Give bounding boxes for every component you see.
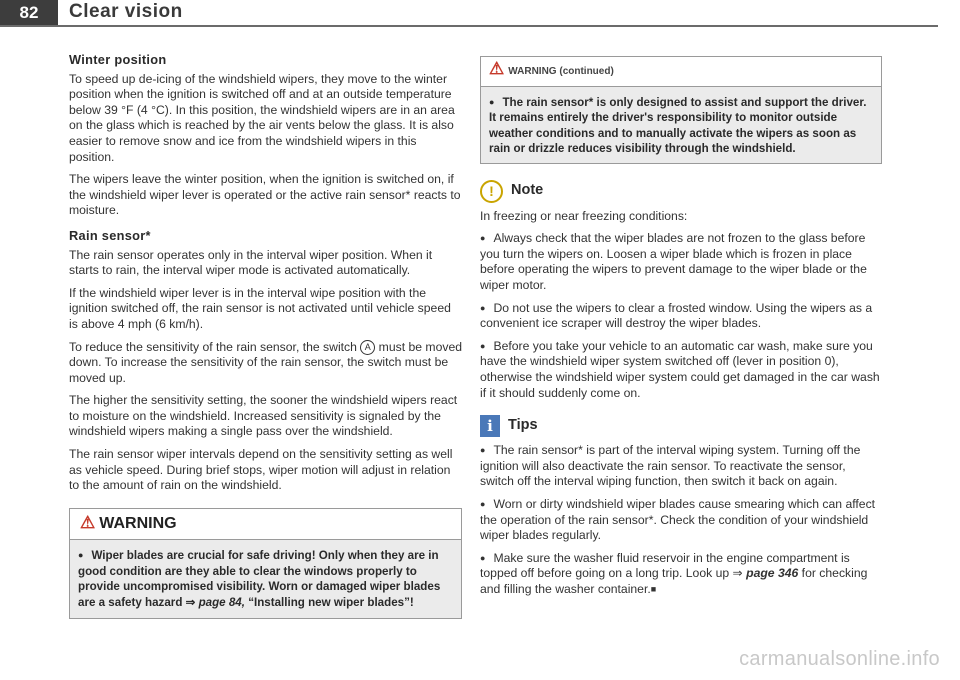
note-title: Note [511, 182, 544, 199]
left-column [69, 52, 462, 619]
note-intro: In freezing or near freezing conditions: [480, 208, 688, 223]
warning-box [69, 508, 462, 620]
tips-bullet-1 [480, 443, 882, 490]
switch-a-symbol: A [360, 340, 375, 355]
note-heading [480, 180, 882, 203]
rain-paragraph-5: The rain sensor wiper intervals depend on the sensitivity setting as well as vehicle speed. During brief stops, wiper motion will adjust in relation to the amount of rain on the windshield. [69, 447, 453, 493]
warning-body [70, 539, 461, 618]
rain-paragraph-3 [69, 340, 462, 387]
warning-triangle-icon: ⚠ [489, 59, 505, 78]
section-title: Clear vision [69, 1, 183, 22]
tips-bullet-3-text-b: for checking and filling the washer container. [480, 566, 868, 596]
watermark: carmanualsonline.info [739, 648, 940, 670]
warning-triangle-icon: ⚠ [80, 512, 96, 532]
info-icon: i [480, 415, 500, 437]
note-exclamation-icon: ! [480, 180, 503, 203]
winter-paragraph-1: To speed up de-icing of the windshield wipers, they move to the winter position when the ignition is switched off and at an outside temperature below 39 °F (4 °C). In this position, the windshield wipers are in an area on the glass which is reached by the air vents below the glass. It is also easier to remove snow and ice from the windshield wipers in this position. [69, 71, 455, 164]
note-bullet-1 [480, 231, 882, 293]
warning-header [70, 509, 461, 540]
note-bullet-2-text: Do not use the wipers to clear a frosted window. Using the wipers as a convenient ice scraper will destroy the wiper blades. [480, 300, 873, 331]
winter-position-heading: Winter position [69, 52, 167, 67]
rain-p3-part-a: To reduce the sensitivity of the rain sensor, the switch [69, 339, 361, 354]
rain-paragraph-4: The higher the sensitivity setting, the sooner the windshield wipers react to moisture on the windshield. Increased sensitivity is signaled by the windshield wipers making a single pass over the windshield. [69, 393, 458, 439]
warning-continued-header [481, 57, 881, 86]
warning-continued-body [481, 86, 881, 163]
note-bullet-1-text: Always check that the wiper blades are not frozen to the glass before you turn the wipers on. Loosen a wiper blade which is frozen in place before operating the wipers to prevent damage to the wiper blade or the wiper motor. [480, 231, 867, 292]
note-bullet-3 [480, 339, 882, 401]
tips-bullet-2 [480, 497, 882, 544]
tips-bullet-3 [480, 551, 882, 598]
warning-continued-text: The rain sensor* is only designed to assist and support the driver. It remains entirely the driver's responsibility to monitor outside weather conditions and to manually activate the wipers as soon as rain or drizzle reduces visibility through the windshield. [489, 95, 867, 156]
rain-paragraph-2: If the windshield wiper lever is in the interval wipe position with the ignition switched off, the rain sensor is not activated until vehicle speed is above 4 mph (6 km/h). [69, 285, 451, 331]
rain-p3-part-b: must be moved down. To increase the sensitivity of the rain sensor, the switch must be moved up. [69, 339, 463, 385]
warning-continued-bullet [489, 96, 502, 109]
tips-heading [480, 415, 882, 437]
tips-bullet-3-text-a: Make sure the washer fluid reservoir in the engine compartment is topped off before going on a long trip. Look up ⇒ [480, 550, 850, 581]
tips-title: Tips [508, 417, 538, 434]
tips-page-ref[interactable]: page 346 [746, 566, 799, 581]
warning-page-ref[interactable]: page 84, [198, 595, 245, 609]
warning-continued-box [480, 56, 882, 164]
right-column [480, 56, 882, 604]
page-number: 82 [0, 0, 58, 25]
end-mark: ■ [650, 583, 657, 594]
rain-sensor-heading: Rain sensor* [69, 227, 151, 243]
warning-ref-title: “Installing new wiper blades”! [244, 595, 414, 609]
tips-bullet-2-text: Worn or dirty windshield wiper blades cause smearing which can affect the operation of the rain sensor*. Check the condition of your windshield wiper blades regularly. [480, 496, 876, 543]
winter-paragraph-2: The wipers leave the winter position, when the ignition is switched on, if the windshield wiper lever is operated or the active rain sensor* reacts to moisture. [69, 172, 461, 218]
tips-bullet-1-text: The rain sensor* is part of the interval wiping system. Turning off the ignition will also deactivate the rain sensor. To reactivate the sensor, switch off the interval wiping function, then switch it back on again. [480, 443, 861, 489]
warning-text: Wiper blades are crucial for safe driving! Only when they are in good condition are they able to clear the windows properly to provide uncompromised visibility. Worn or damaged wiper blades are a safety hazard ⇒ [78, 549, 441, 609]
warning-bullet [78, 549, 91, 562]
warning-title: WARNING [99, 514, 177, 532]
rain-paragraph-1: The rain sensor operates only in the interval wiper position. When it starts to rain, the interval wiper mode is activated automatically. [69, 247, 433, 278]
note-bullet-2 [480, 301, 882, 332]
warning-continued-title: WARNING (continued) [508, 66, 614, 77]
header-rule [0, 25, 938, 27]
note-bullet-3-text: Before you take your vehicle to an automatic car wash, make sure you have the windshield wiper system switched off (lever in position 0), otherwise the windshield wiper system could get damaged in the car wash if it should suddenly come on. [480, 338, 880, 400]
